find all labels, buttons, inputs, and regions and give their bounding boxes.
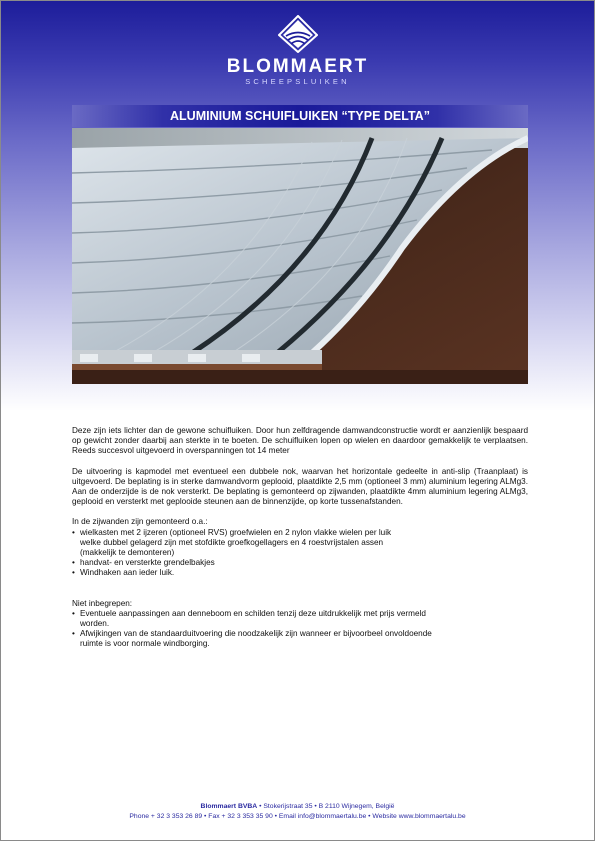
list-item: • wielkasten met 2 ijzeren (optioneel RVS) groefwielen en 2 nylon vlakke wielen per luik welke dubbel gelagerd zijn met stofdikte groefkogellagers en 4 roestvrijstalen assen (makkelijk te demonteren) xyxy=(72,527,392,558)
excluded-list xyxy=(72,609,528,650)
brand-tagline: SCHEEPSLUIKEN xyxy=(245,77,350,86)
paragraph-construction: De uitvoering is kapmodel met eventueel een dubbele nok, waarvan het horizontale gedeelte in anti-slip (Traanplaat) is uitgevoerd. De beplating is in sterke damwandvorm geplooid, plaatdikte 2,5 mm (optioneel 3 mm) aluminium legering ALMg3. Aan de onderzijde is de nok versterkt. De beplating is gemonteerd op zijwanden, plaatdikte 4mm aluminium legering ALMg3, geplooid en versterkt met geplooide steunen aan de binnenzijde, op korte tussenafstanden. xyxy=(72,466,528,507)
bullet-icon: • xyxy=(72,629,75,639)
footer xyxy=(1,802,594,822)
blommaert-logo-icon xyxy=(278,15,318,53)
sidewalls-list xyxy=(72,528,528,579)
list-item: • Eventuele aanpassingen aan denneboom en schilden tenzij deze uitdrukkelijk met prijs vermeld worden. xyxy=(72,608,426,629)
footer-contact: Phone + 32 3 353 26 89 • Fax + 32 3 353 35 90 • Email info@blommaertalu.be • Website www.blommaertalu.be xyxy=(129,813,466,820)
bullet-icon: • xyxy=(72,568,75,578)
footer-address: • Stokerijstraat 35 • B 2110 Wijnegem, België xyxy=(259,803,395,810)
bullet-icon: • xyxy=(72,527,75,537)
footer-company: Blommaert BVBA xyxy=(200,803,258,810)
footer-address-line xyxy=(1,802,594,812)
list-item: • handvat- en versterkte grendelbakjes xyxy=(72,558,215,568)
sidewalls-intro: In de zijwanden zijn gemonteerd o.a.: xyxy=(72,517,208,527)
excluded-intro: Niet inbegrepen: xyxy=(72,598,133,608)
paragraph-intro: Deze zijn iets lichter dan de gewone schuifluiken. Door hun zelfdragende damwandconstructie wordt er aanzienlijk bespaard op gewicht zonder daarbij aan sterkte in te boeten. De schuifluiken lopen op wielen en daardoor gemakkelijk te verplaatsen. Reeds succesvol uitgevoerd in overspanningen tot 14 meter xyxy=(72,426,528,456)
bullet-icon: • xyxy=(72,558,75,568)
logo xyxy=(1,15,594,86)
brand-name: BLOMMAERT xyxy=(226,56,369,77)
list-item: • Windhaken aan ieder luik. xyxy=(72,568,175,578)
hatch-photo xyxy=(72,128,528,384)
list-item: • Afwijkingen van de standaarduitvoering die noodzakelijk zijn wanneer er bijvoorbeel onvoldoende ruimte is voor normale windborging. xyxy=(72,629,432,649)
bullet-icon: • xyxy=(72,608,75,618)
hatch-photo-illustration xyxy=(72,128,528,384)
page-title: ALUMINIUM SCHUIFLUIKEN “TYPE DELTA” xyxy=(72,105,528,127)
document-body xyxy=(72,426,528,660)
